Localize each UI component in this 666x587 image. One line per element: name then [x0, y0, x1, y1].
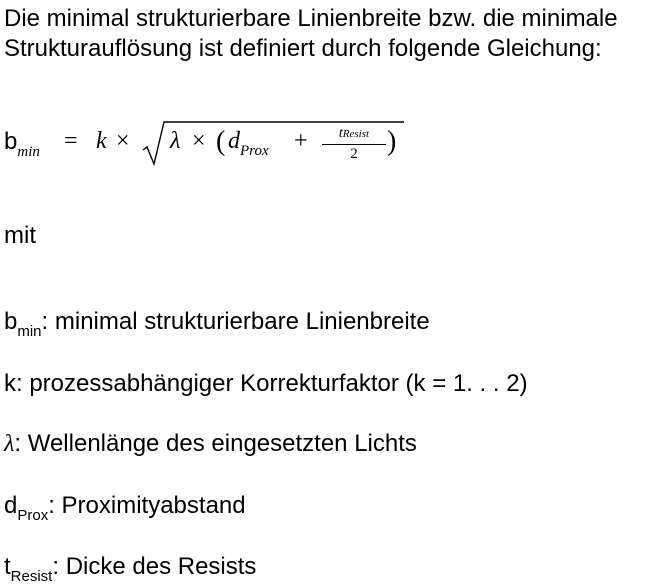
formula-d: $d_{Prox}$ — [228, 128, 269, 159]
formula-close-paren: ) — [387, 126, 397, 157]
formula-fraction — [322, 126, 386, 162]
formula-equals: = — [64, 128, 78, 154]
definition-lambda: λ: Wellenlänge des eingesetzten Lichts — [4, 430, 417, 457]
fraction-numerator: tResist — [338, 126, 370, 141]
definition-dprox: $d_{Prox}$: Proximityabstand — [4, 492, 246, 524]
formula-k: k — [96, 128, 107, 154]
formula-plus: + — [294, 128, 308, 154]
formula-lhs — [4, 128, 40, 160]
fraction-bar — [322, 144, 386, 145]
definition-tresist: $t_{Resist}$: Dicke des Resists — [4, 553, 257, 585]
formula-times-1: × — [116, 128, 130, 154]
definition-bmin: $b_{min}$: minimal strukturierbare Linienbreite — [4, 308, 430, 340]
fraction-denominator: 2 — [350, 146, 358, 162]
formula-times-2: × — [192, 128, 206, 154]
definition-k: k: prozessabhängiger Korrekturfaktor (k = 1. . . 2) — [4, 370, 528, 397]
formula-lhs-sub: min — [17, 144, 40, 160]
formula-lambda: λ — [170, 128, 181, 154]
formula-open-paren: ( — [216, 126, 226, 157]
formula-lhs-base: b — [4, 128, 18, 155]
intro-paragraph: Die minimal strukturierbare Linienbreite bzw. die minimale Strukturauflösung ist definiert durch folgende Gleichung: — [4, 5, 618, 62]
mit-label: mit — [4, 222, 36, 249]
formula-bmin — [4, 120, 424, 180]
